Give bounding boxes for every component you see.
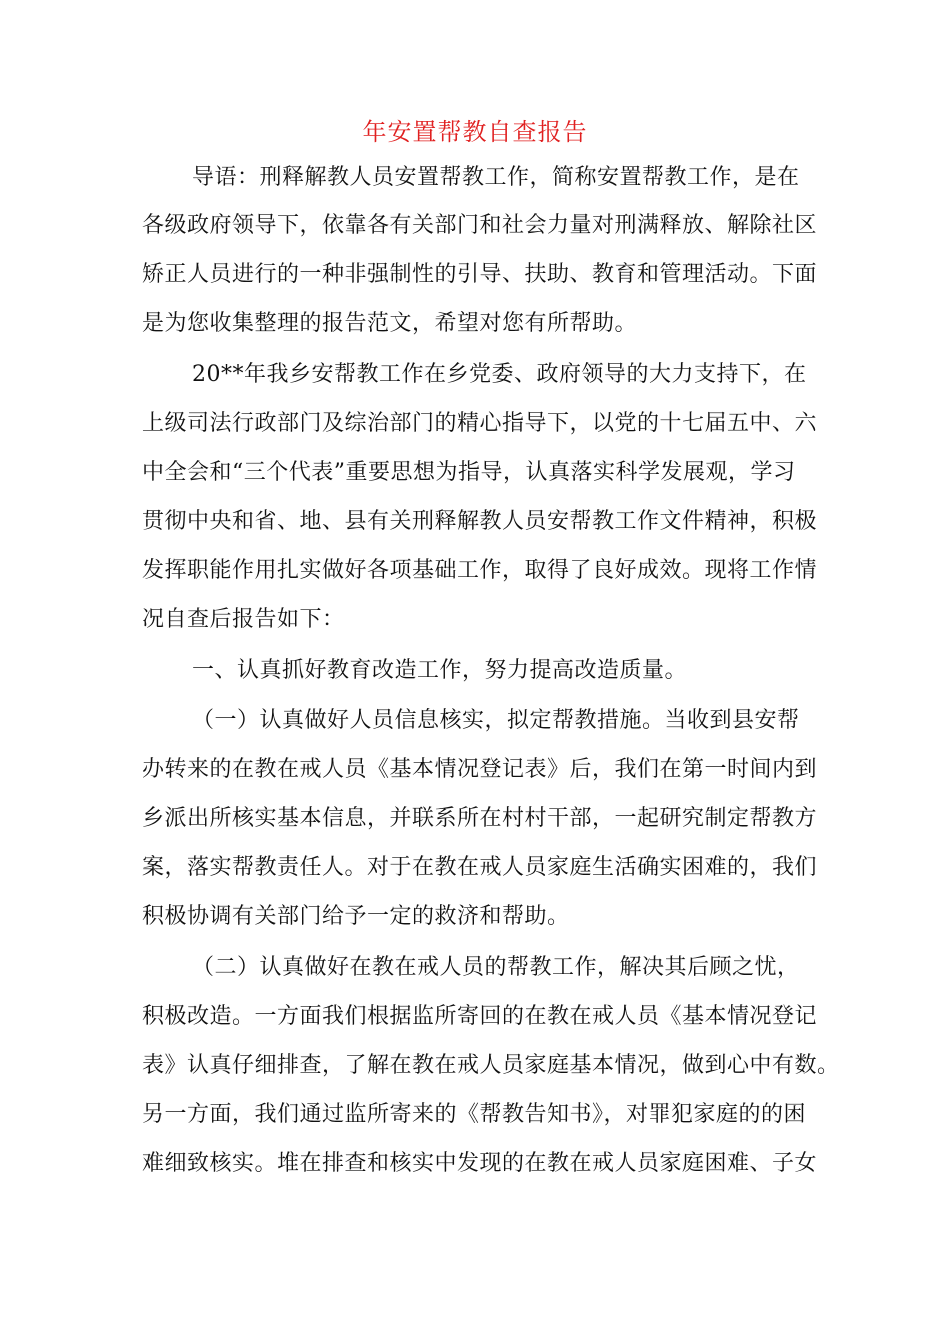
- section-heading: 一、认真抓好教育改造工作，努力提高改造质量。: [192, 658, 688, 683]
- paragraph-line: 积极改造。一方面我们根据监所寄回的在教在戒人员《基本情况登记: [142, 1004, 818, 1029]
- paragraph-line: 贯彻中央和省、地、县有关刑释解教人员安帮教工作文件精神，积极: [142, 509, 818, 534]
- paragraph-line: 上级司法行政部门及综治部门的精心指导下，以党的十七届五中、六: [142, 411, 818, 436]
- paragraph-line: 各级政府领导下，依靠各有关部门和社会力量对刑满释放、解除社区: [142, 213, 818, 238]
- paragraph-line: 导语：刑释解教人员安置帮教工作，简称安置帮教工作，是在: [192, 165, 800, 190]
- paragraph-line: 办转来的在教在戒人员《基本情况登记表》后，我们在第一时间内到: [142, 757, 818, 782]
- document-title: 年安置帮教自查报告: [362, 118, 588, 146]
- paragraph-line: 另一方面，我们通过监所寄来的《帮教告知书》，对罪犯家庭的的困: [142, 1102, 807, 1127]
- paragraph-line: 发挥职能作用扎实做好各项基础工作，取得了良好成效。现将工作情: [142, 558, 818, 583]
- paragraph-line: （一）认真做好人员信息核实，拟定帮教措施。当收到县安帮: [192, 708, 800, 733]
- paragraph-line: （二）认真做好在教在戒人员的帮教工作，解决其后顾之忧，: [192, 955, 800, 980]
- paragraph-line: 是为您收集整理的报告范文，希望对您有所帮助。: [142, 311, 638, 336]
- paragraph-line: 乡派出所核实基本信息，并联系所在村村干部，一起研究制定帮教方: [142, 806, 818, 831]
- paragraph-line: 积极协调有关部门给予一定的救济和帮助。: [142, 904, 570, 929]
- paragraph-line: 20**年我乡安帮教工作在乡党委、政府领导的大力支持下，在: [192, 362, 807, 387]
- paragraph-line: 表》认真仔细排查，了解在教在戒人员家庭基本情况，做到心中有数。: [142, 1053, 840, 1078]
- paragraph-line: 况自查后报告如下：: [142, 607, 345, 632]
- paragraph-line: 案，落实帮教责任人。对于在教在戒人员家庭生活确实困难的，我们: [142, 855, 818, 880]
- paragraph-line: 中全会和“三个代表”重要思想为指导，认真落实科学发展观，学习: [142, 460, 796, 485]
- paragraph-line: 难细致核实。堆在排查和核实中发现的在教在戒人员家庭困难、子女: [142, 1151, 818, 1176]
- paragraph-line: 矫正人员进行的一种非强制性的引导、扶助、教育和管理活动。下面: [142, 262, 818, 287]
